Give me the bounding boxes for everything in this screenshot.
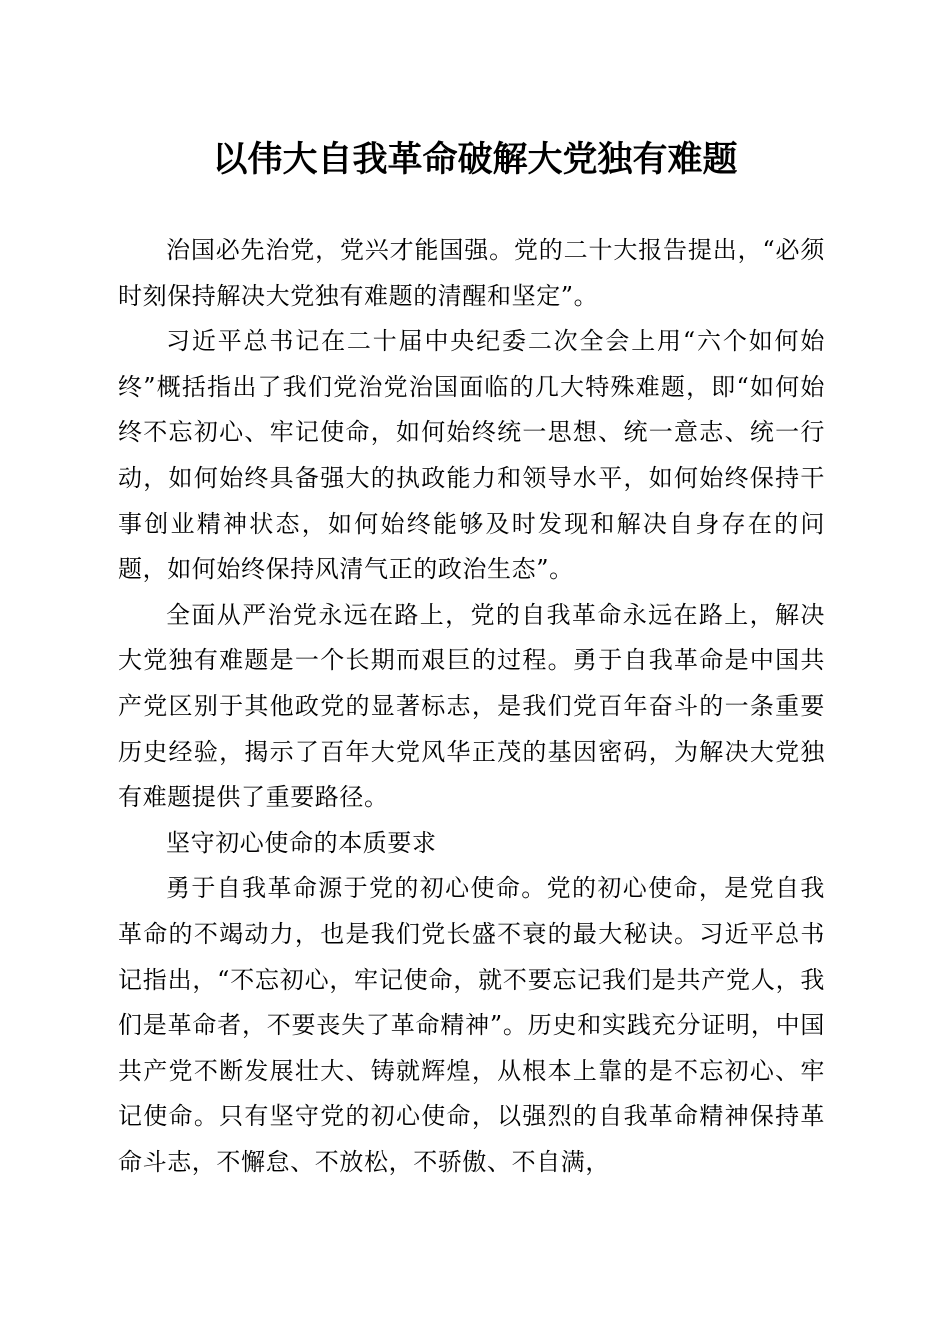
paragraph: 全面从严治党永远在路上，党的自我革命永远在路上，解决大党独有难题是一个长期而艰巨的过程。勇于自我革命是中国共产党区别于其他政党的显著标志，是我们党百年奋斗的一条重要历史经验，揭示了百年大党风华正茂的基因密码，为解决大党独有难题提供了重要路径。 <box>118 600 825 812</box>
document-title: 以伟大自我革命破解大党独有难题 <box>212 139 738 180</box>
paragraph: 治国必先治党，党兴才能国强。党的二十大报告提出，“必须时刻保持解决大党独有难题的清醒和坚定”。 <box>118 236 825 310</box>
section-heading: 坚守初心使命的本质要求 <box>166 828 437 857</box>
paragraph: 勇于自我革命源于党的初心使命。党的初心使命，是党自我革命的不竭动力，也是我们党长盛不衰的最大秘诀。习近平总书记指出，“不忘初心，牢记使命，就不要忘记我们是共产党人，我们是革命者，不要丧失了革命精神”。历史和实践充分证明，中国共产党不断发展壮大、铸就辉煌，从根本上靠的是不忘初心、牢记使命。只有坚守党的初心使命，以强烈的自我革命精神保持革命斗志，不懈怠、不放松，不骄傲、不自满， <box>118 874 825 1176</box>
document-body <box>118 228 825 1185</box>
paragraph: 习近平总书记在二十届中央纪委二次全会上用“六个如何始终”概括指出了我们党治党治国面临的几大特殊难题，即“如何始终不忘初心、牢记使命，如何始终统一思想、统一意志、统一行动，如何始终具备强大的执政能力和领导水平，如何始终保持干事创业精神状态，如何始终能够及时发现和解决自身存在的问题，如何始终保持风清气正的政治生态”。 <box>118 327 825 584</box>
